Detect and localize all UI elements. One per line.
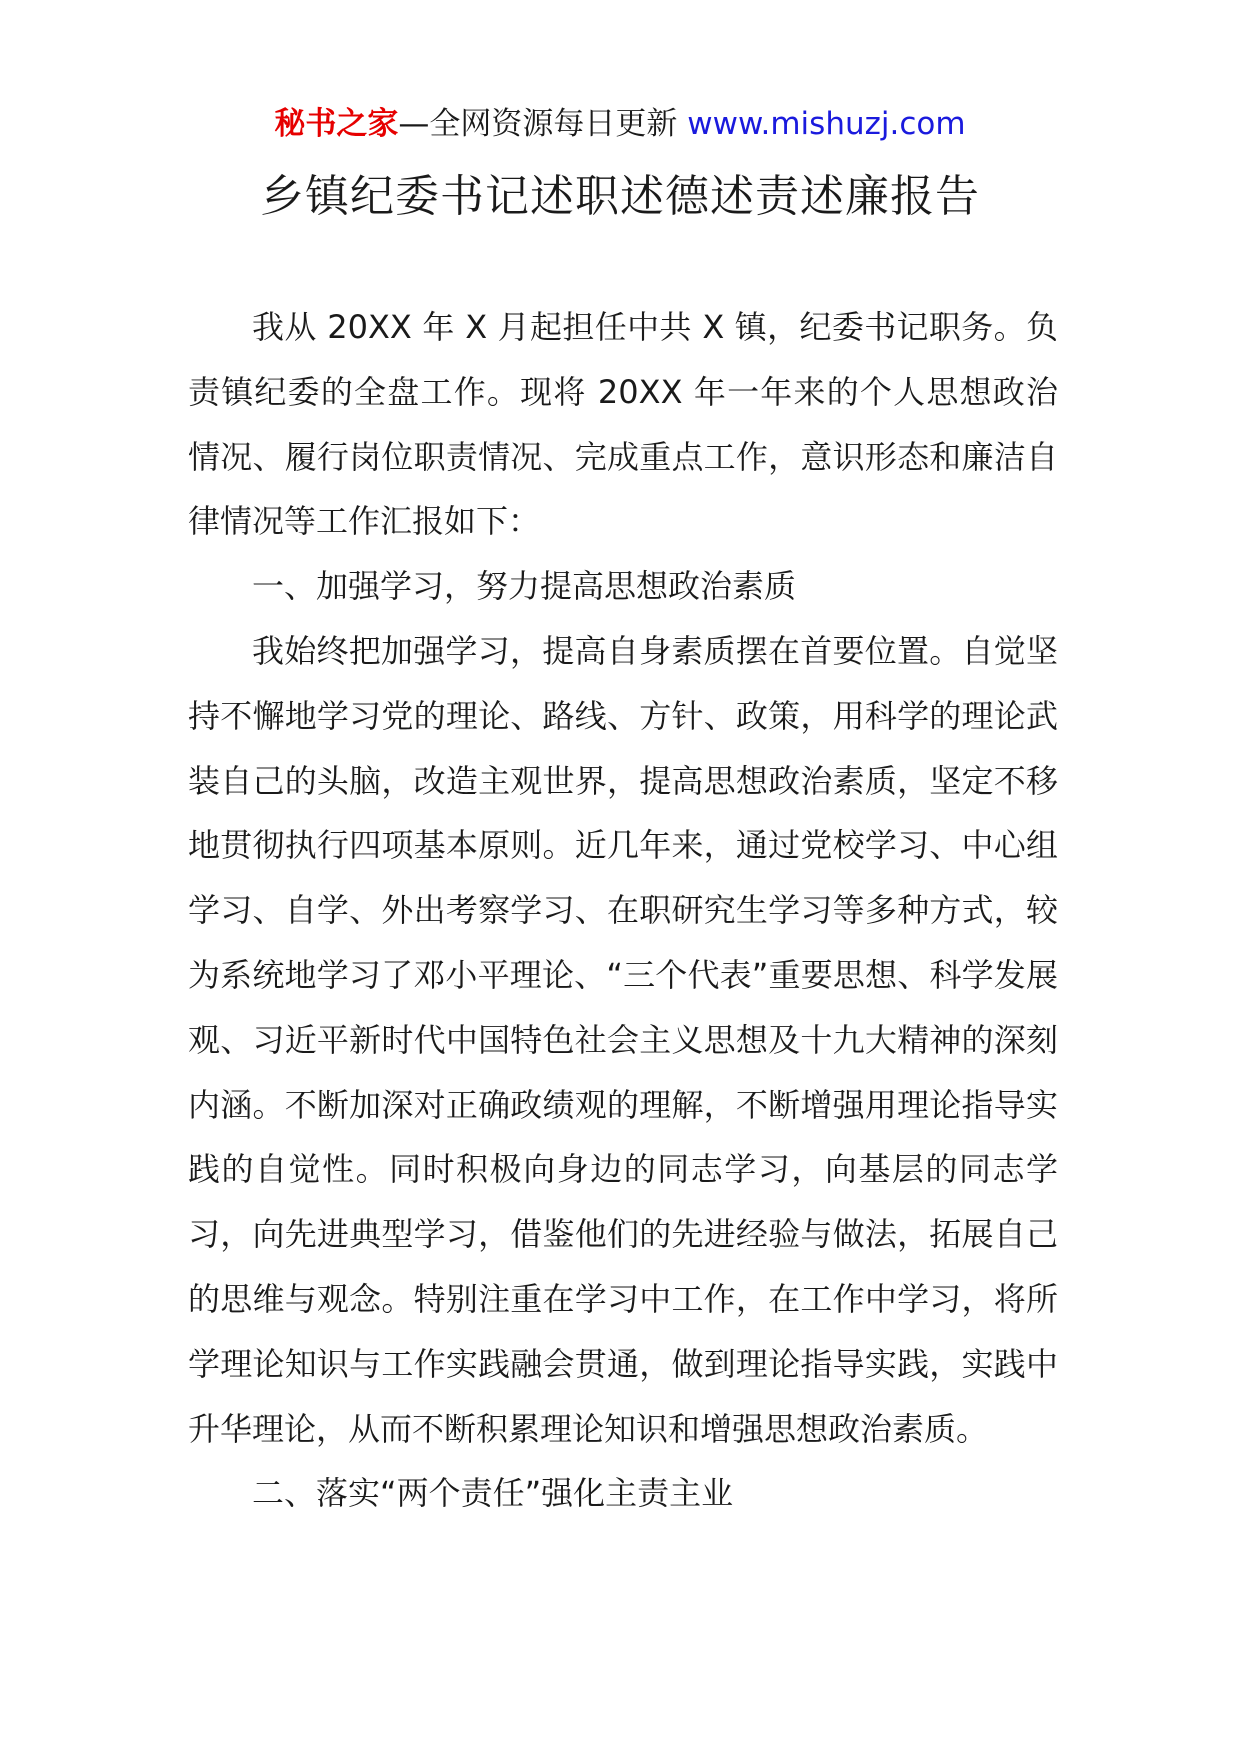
section-heading-1: 一、加强学习，努力提高思想政治素质 [252,567,797,606]
site-url-link[interactable]: www.mishuzj.com [687,106,966,142]
header-tagline: —全网资源每日更新 [398,106,688,142]
site-header [0,100,1240,148]
brand-name: 秘书之家 [274,106,399,142]
document-body [188,295,1058,1526]
intro-paragraph: 我从 20XX 年 X 月起担任中共 X 镇，纪委书记职务。负责镇纪委的全盘工作。现将 20XX 年一年来的个人思想政治情况、履行岗位职责情况、完成重点工作，意识形态和廉洁自律情况等工作汇报如下： [188,308,1058,541]
document-title: 乡镇纪委书记述职述德述责述廉报告 [260,171,980,222]
section-1-paragraph: 我始终把加强学习，提高自身素质摆在首要位置。自觉坚持不懈地学习党的理论、路线、方针、政策，用科学的理论武装自己的头脑，改造主观世界，提高思想政治素质，坚定不移地贯彻执行四项基本原则。近几年来，通过党校学习、中心组学习、自学、外出考察学习、在职研究生学习等多种方式，较为系统地学习了邓小平理论、“三个代表”重要思想、科学发展观、习近平新时代中国特色社会主义思想及十九大精神的深刻内涵。不断加深对正确政绩观的理解，不断增强用理论指导实践的自觉性。同时积极向身边的同志学习，向基层的同志学习，向先进典型学习，借鉴他们的先进经验与做法，拓展自己的思维与观念。特别注重在学习中工作，在工作中学习，将所学理论知识与工作实践融会贯通，做到理论指导实践，实践中升华理论，从而不断积累理论知识和增强思想政治素质。 [188,631,1058,1448]
section-heading-2: 二、落实“两个责任”强化主责主业 [252,1474,734,1513]
